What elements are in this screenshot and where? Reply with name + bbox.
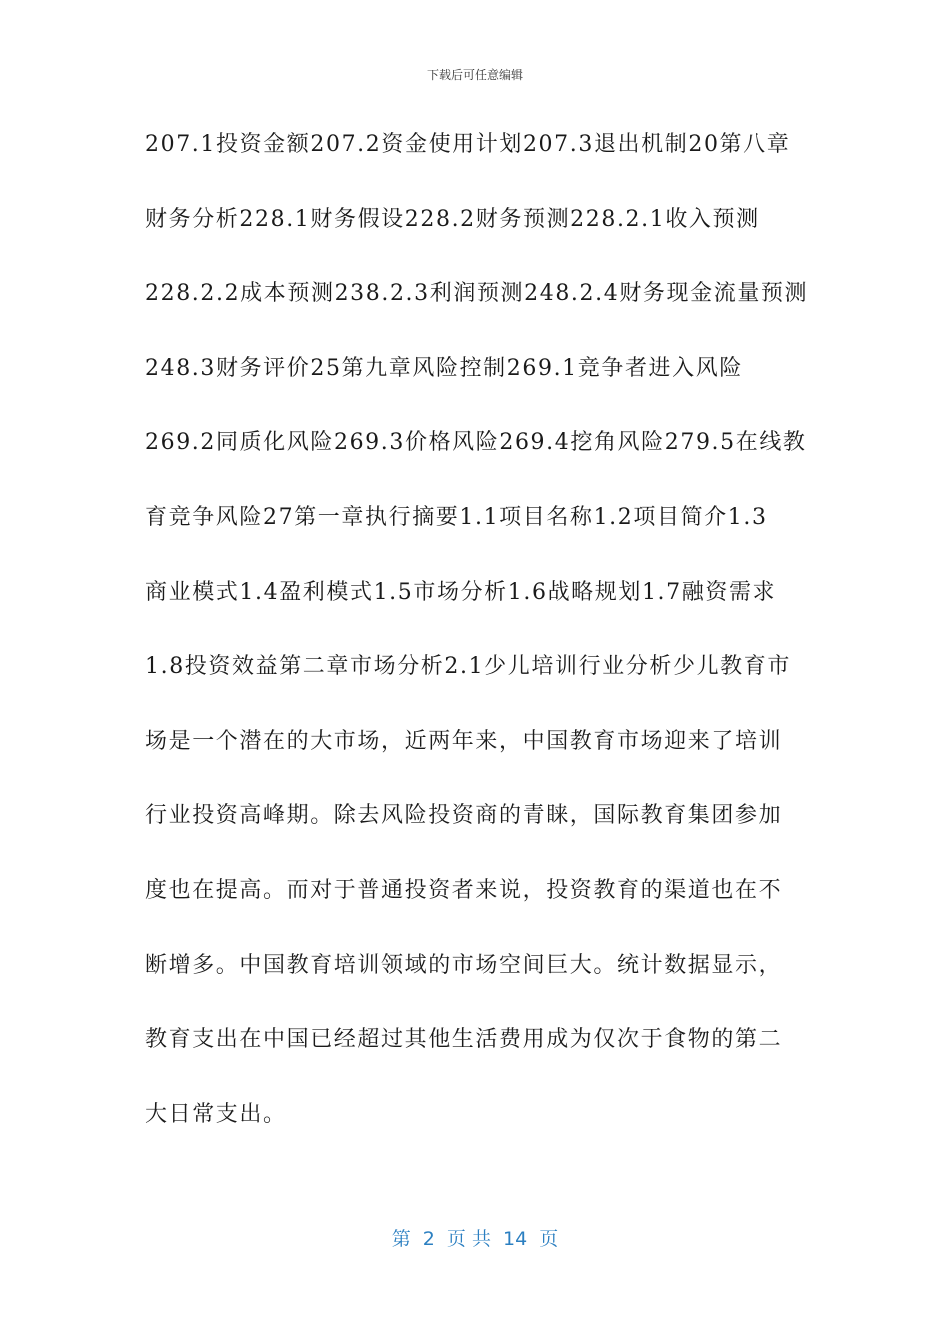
- text-line: 度也在提高。而对于普通投资者来说，投资教育的渠道也在不: [145, 877, 783, 903]
- text-line: 1.8投资效益第二章市场分析2.1少儿培训行业分析少儿教育市: [145, 654, 791, 680]
- text-line: 248.3财务评价25第九章风险控制269.1竞争者进入风险: [145, 355, 743, 381]
- text-line: 269.2同质化风险269.3价格风险269.4挖角风险279.5在线教: [145, 430, 807, 456]
- text-line: 场是一个潜在的大市场，近两年来，中国教育市场迎来了培训: [145, 728, 783, 754]
- text-line: 育竞争风险27第一章执行摘要1.1项目名称1.2项目简介1.3: [145, 504, 768, 530]
- text-line: 行业投资高峰期。除去风险投资商的青睐，国际教育集团参加: [145, 803, 783, 829]
- text-line: 大日常支出。: [145, 1101, 287, 1127]
- text-line: 207.1投资金额207.2资金使用计划207.3退出机制20第八章: [145, 132, 791, 157]
- text-line: 商业模式1.4盈利模式1.5市场分析1.6战略规划1.7融资需求: [145, 579, 777, 605]
- page-number-footer: 第 2 页 共 14 页: [391, 1228, 559, 1250]
- text-line: 财务分析228.1财务假设228.2财务预测228.2.1收入预测: [145, 206, 760, 232]
- text-line: 教育支出在中国已经超过其他生活费用成为仅次于食物的第二: [145, 1027, 783, 1053]
- header-note: 下载后可任意编辑: [426, 68, 523, 82]
- text-line: 断增多。中国教育培训领域的市场空间巨大。统计数据显示，: [145, 952, 783, 978]
- body-text: [145, 123, 810, 1167]
- text-line: 228.2.2成本预测238.2.3利润预测248.2.4财务现金流量预测: [145, 281, 809, 307]
